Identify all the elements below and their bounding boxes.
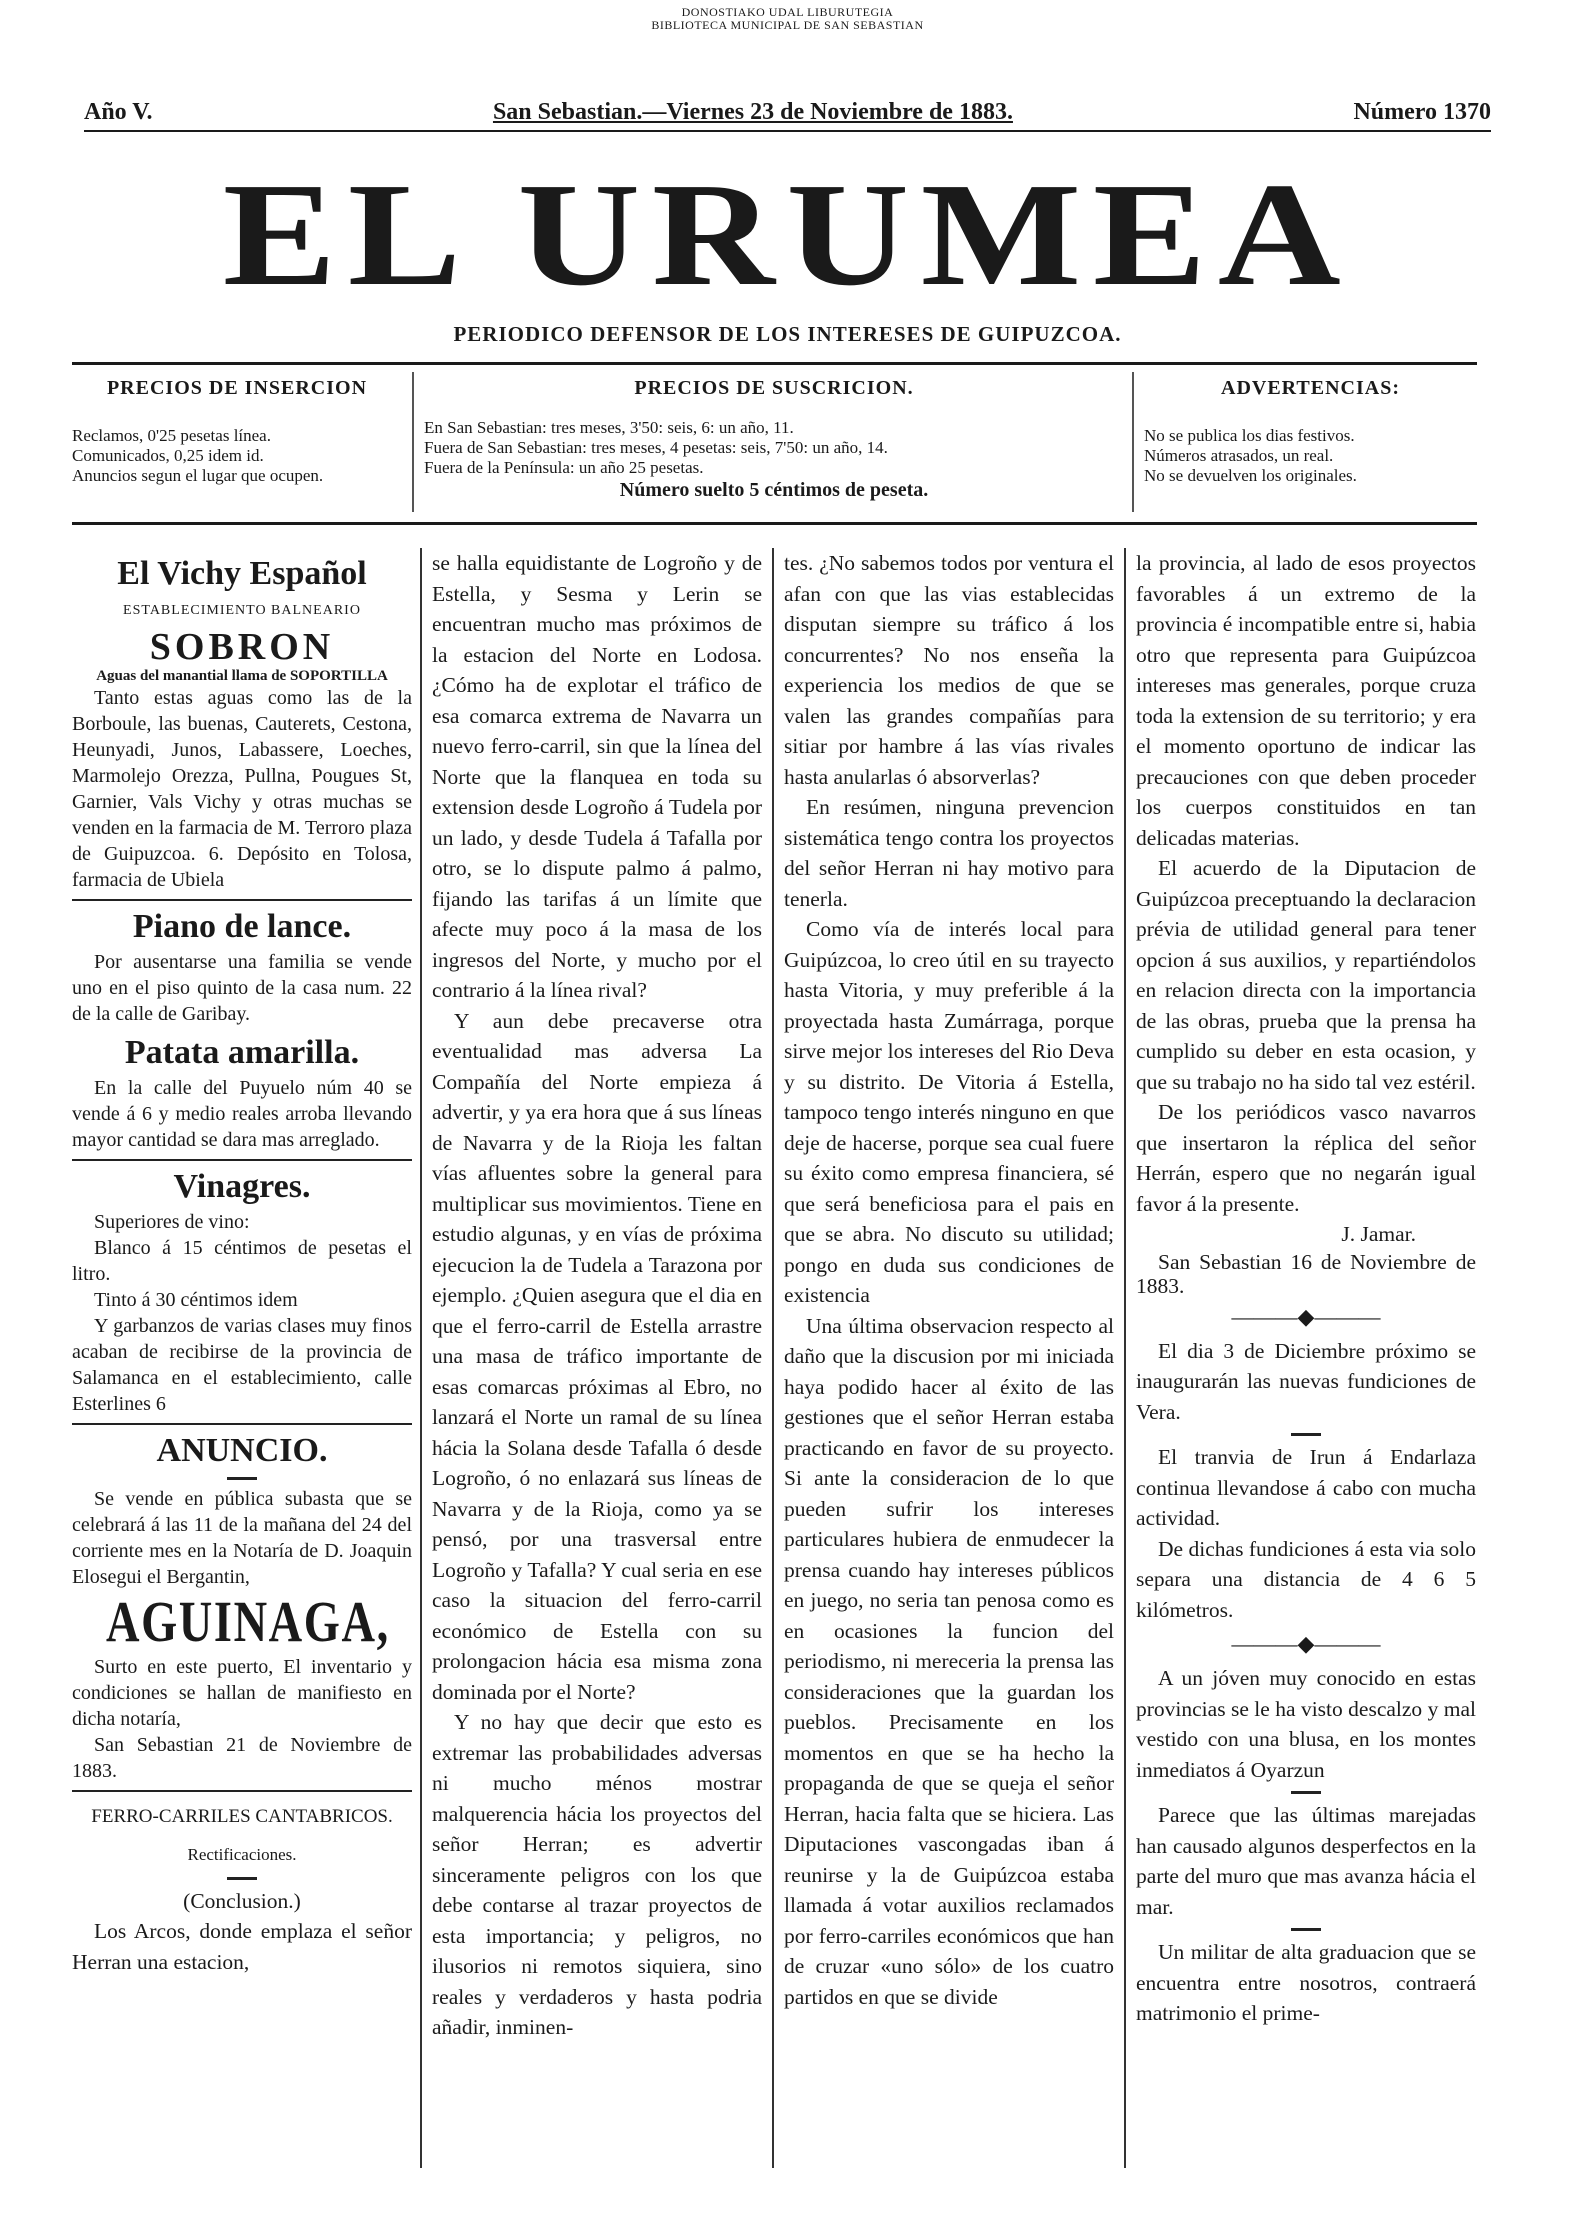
- prices-rule: [72, 522, 1477, 525]
- issue-year: Año V.: [84, 99, 153, 125]
- ferro-subtitle: Rectificaciones.: [187, 1845, 297, 1864]
- issue-number: Número 1370: [1353, 99, 1491, 125]
- anuncio-title: ANUNCIO.: [156, 1431, 328, 1469]
- prices-suscricion: [424, 368, 1124, 518]
- article-paragraph: Como vía de interés local para Guipúzcoa, lo creo útil en su trayecto hasta Vitoria, y muy preferible á la proyectada hasta Zumárraga, porque sirve mejor los intereses del Rio Deva y su distrito. De Vitoria á Estella, tampoco tengo interés ninguno en que deje de hacerse, porque sea cual fuere su éxito como empresa financiera, sé que será beneficiosa para el pais en que se abra. No discuto su utilidad; pongo en duda sus condiciones de existencia: [784, 917, 1114, 1307]
- dash-ornament: [1291, 1433, 1321, 1436]
- advertencias-line: No se publica los dias festivos.: [1144, 426, 1355, 445]
- article-signature: J. Jamar.: [1341, 1222, 1416, 1246]
- column-divider: [1124, 548, 1126, 2168]
- aguinaga-name: AGUINAGA,: [106, 1588, 390, 1654]
- advertencias-line: No se devuelven los originales.: [1144, 466, 1357, 485]
- news-item: El dia 3 de Diciembre próximo se inaugurarán las nuevas fundiciones de Vera.: [1136, 1338, 1476, 1424]
- separator-ornament: ———◆———: [1231, 1631, 1381, 1656]
- vinagres-line: Superiores de vino:: [94, 1210, 250, 1233]
- piano-title: Piano de lance.: [132, 907, 352, 945]
- dash-ornament: [1291, 1928, 1321, 1931]
- masthead-rule: [72, 362, 1477, 365]
- news-item: Un militar de alta graduacion que se encuentra entre nosotros, contraerá matrimonio el prime-: [1136, 1940, 1476, 2025]
- prices-block: [72, 368, 1477, 518]
- patata-text: En la calle del Puyuelo núm 40 se vende á 6 y medio reales arroba llevando mayor cantidad se dara mas arreglado.: [72, 1076, 412, 1151]
- insercion-heading: PRECIOS DE INSERCION: [106, 377, 368, 399]
- ad-separator: [72, 1790, 412, 1792]
- masthead-title: EL URUMEA: [222, 153, 1353, 317]
- ad-separator: [72, 899, 412, 901]
- news-item: Parece que las últimas marejadas han causado algunos desperfectos en la parte del muro que mas avanza hácia el mar.: [1136, 1803, 1476, 1919]
- aguinaga-text: Surto en este puerto, El inventario y condiciones se hallan de manifiesto en dicha notaría,: [72, 1655, 412, 1730]
- ferro-title: FERRO-CARRILES CANTABRICOS.: [91, 1805, 393, 1827]
- insercion-line: Reclamos, 0'25 pesetas línea.: [72, 426, 271, 445]
- prices-advertencias: [1144, 368, 1477, 518]
- issue-date: San Sebastian.—Viernes 23 de Noviembre de 1883.: [492, 99, 1013, 125]
- ferro-text: Los Arcos, donde emplaza el señor Herran una estacion,: [72, 1919, 412, 1974]
- suscricion-line: Fuera de San Sebastian: tres meses, 4 pesetas: seis, 7'50: un año, 14.: [424, 438, 888, 457]
- article-paragraph: la provincia, al lado de esos proyectos favorables á un extremo de la provincia é incompatible entre si, habia otro que representa para Guipúzcoa intereses mas generales, porque cruza toda la extension de su territorio; y era el momento oportuno de indicar las precauciones con que deben proceder los cuerpos constituidos en tan delicadas materias.: [1136, 551, 1476, 850]
- ad-separator: [72, 1423, 412, 1425]
- suscricion-heading: PRECIOS DE SUSCRICION.: [634, 377, 914, 399]
- dateline: [84, 96, 1491, 126]
- advertencias-line: Números atrasados, un real.: [1144, 446, 1334, 465]
- separator-ornament: ———◆———: [1231, 1303, 1381, 1329]
- insercion-line: Comunicados, 0,25 idem id.: [72, 446, 264, 465]
- ferro-conclusion: (Conclusion.): [183, 1888, 301, 1913]
- article-paragraph: El acuerdo de la Diputacion de Guipúzcoa preceptuando la declaracion prévia de utilidad general para tener opcion á sus auxilios, y repartiéndolos en relacion directa con la importancia de las obras, prueba que la prensa ha cumplido su deber en esta ocasion, y que su trabajo no ha sido tal vez estéril.: [1136, 856, 1476, 1094]
- aguinaga-date: San Sebastian 21 de Noviembre de 1883.: [72, 1733, 412, 1782]
- archive-line-1: DONOSTIAKO UDAL LIBURUTEGIA: [681, 5, 894, 19]
- dash-ornament: [227, 1877, 257, 1880]
- prices-divider: [1132, 372, 1134, 512]
- prices-divider: [412, 372, 414, 512]
- suscricion-single-issue: Número suelto 5 céntimos de peseta.: [619, 479, 929, 501]
- column-article-2: [432, 548, 762, 2043]
- archive-header: [0, 6, 1575, 32]
- article-paragraph: se halla equidistante de Logroño y de Estella, y Sesma y Lerin se encuentran mucho mas próximos de la estacion del Norte en Lodosa. ¿Cómo ha de explotar el tráfico de esa comarca extrema de Navarra un nuevo ferro-carril, sin que la línea del Norte que la flanquea en toda su extension desde Logroño á Tudela por un lado, y desde Tudela á Tafalla por otro, se lo dispute palmo á palmo, fijando las tarifas á un límite que afecte muy poco á la masa de los ingresos del Norte, y mucho por el contrario á la línea rival?: [432, 551, 762, 1002]
- article-paragraph: En resúmen, ninguna prevencion sistemática tengo contra los proyectos del señor Herran ni hay motivo para tenerla.: [784, 795, 1114, 911]
- vichy-brand: SOBRON: [149, 625, 335, 668]
- article-paragraph: De los periódicos vasco navarros que insertaron la réplica del señor Herrán, espero que no negarán igual favor á la presente.: [1136, 1100, 1476, 1216]
- insercion-line: Anuncios segun el lugar que ocupen.: [72, 466, 324, 485]
- masthead-subtitle: PERIODICO DEFENSOR DE LOS INTERESES DE GUIPUZCOA.: [453, 322, 1122, 346]
- column-divider: [420, 548, 422, 2168]
- article-paragraph: Y no hay que decir que esto es extremar las probabilidades adversas ni mucho ménos mostrar malquerencia hácia los proyectos del señor Herran; es advertir sinceramente peligros con los que debe contarse al trazar proyectos de esta importancia; y peligros, no ilusorios ni remotos siquiera, sino reales y verdaderos y hasta podria añadir, inminen-: [432, 1710, 762, 2039]
- article-date: San Sebastian 16 de Noviembre de 1883.: [1136, 1249, 1476, 1298]
- suscricion-line: Fuera de la Península: un año 25 pesetas.: [424, 458, 704, 477]
- news-item: A un jóven muy conocido en estas provincias se le ha visto descalzo y mal vestido con una blusa, en los montes inmediatos á Oyarzun: [1136, 1666, 1476, 1782]
- ad-separator: [72, 1159, 412, 1161]
- dash-ornament: [227, 1477, 257, 1480]
- suscricion-line: En San Sebastian: tres meses, 3'50: seis, 6: un año, 11.: [424, 418, 794, 437]
- article-paragraph: Una última observacion respecto al daño que la discusion por mi iniciada haya podido hacer al éxito de las gestiones que el señor Herran estaba practicando en favor de su proyecto. Si ante la consideracion de lo que pueden sufrir los intereses particulares hubiera de enmudecer la prensa cuando hay intereses públicos en juego, no seria tan penosa como es en ocasiones la funcion del periodismo, ni mereceria la prensa las consideraciones que la guardan los pueblos. Precisamente en los momentos en que se ha hecho la propaganda de que se queja el señor Herran, hacia falta que se hiciera. Las Diputaciones vascongadas iban á reunirse y la de Guipúzcoa estaba llamada á votar auxilios reclamados por ferro-carriles económicos que han de cruzar «uno sólo» de los cuatro partidos en que se divide: [784, 1313, 1114, 2009]
- article-paragraph: Y aun debe precaverse otra eventualidad mas adversa La Compañía del Norte empieza á advertir, y ya era hora que á sus líneas de Navarra y de la Rioja les faltan vías afluentes sobre la general para multiplicar sus movimientos. Tiene en estudio algunas, y en vías de próxima ejecucion la de Tudela a Tarazona por ejemplo. ¿Quien asegura que el dia en que el ferro-carril de Estella arrastre una masa de tráfico importante de esas comarcas próximas al Ebro, no lanzará el Norte un ramal de su línea hácia la Solana desde Tafalla ó desde Logroño, ó no enlazará sus líneas de Navarra y de la Rioja, como ya se pensó, por una trasversal entre Logroño y Tafalla? Y cual seria en ese caso la situacion del ferro-carril económico de Estella con su prolongacion hácia esa misma zona dominada por el Norte?: [432, 1008, 762, 1704]
- vinagres-title: Vinagres.: [173, 1167, 311, 1205]
- advertencias-heading: ADVERTENCIAS:: [1221, 377, 1400, 399]
- vinagres-line: Blanco á 15 céntimos de pesetas el litro.: [72, 1236, 412, 1285]
- dateline-rule: [84, 130, 1491, 132]
- vinagres-line: Y garbanzos de varias clases muy finos acaban de recibirse de la provincia de Salamanca en el establecimiento, calle Esterlines 6: [72, 1314, 412, 1415]
- vichy-tagline: Aguas del manantial llama de SOPORTILLA: [96, 667, 388, 684]
- anuncio-text: Se vende en pública subasta que se celebrará á las 11 de la mañana del 24 del corriente mes en la Notaría de D. Joaquin Elosegui el Bergantin,: [72, 1487, 412, 1588]
- vichy-subtitle: ESTABLECIMIENTO BALNEARIO: [123, 603, 361, 618]
- column-ads: [72, 548, 412, 1977]
- archive-line-2: BIBLIOTECA MUNICIPAL DE SAN SEBASTIAN: [651, 18, 924, 32]
- vichy-text: Tanto estas aguas como las de la Borboule, las buenas, Cauterets, Cestona, Heunyadi, Junos, Labassere, Loeches, Marmolejo Orezza, Pullna, Pougues St, Garnier, Vals Vichy y otras muchas se venden en la farmacia de M. Terroro plaza de Guipuzcoa. 6. Depósito en Tolosa, farmacia de Ubiela: [72, 686, 412, 891]
- dash-ornament: [1291, 1791, 1321, 1794]
- news-item: El tranvia de Irun á Endarlaza continua llevandose á cabo con mucha actividad.: [1136, 1445, 1476, 1530]
- column-divider: [772, 548, 774, 2168]
- patata-title: Patata amarilla.: [124, 1033, 360, 1071]
- column-article-3: [784, 548, 1114, 2012]
- column-news: [1136, 548, 1476, 2029]
- article-paragraph: tes. ¿No sabemos todos por ventura el afan con que las vias establecidas disputan siempre su tráfico á los concurrentes? No nos enseña la experiencia los medios de que se valen las grandes compañías para sitiar por hambre á las vías rivales hasta anularlas ó absorverlas?: [784, 551, 1114, 789]
- vinagres-line: Tinto á 30 céntimos idem: [94, 1288, 298, 1311]
- vichy-title: El Vichy Español: [117, 555, 367, 592]
- news-item: De dichas fundiciones á esta via solo separa una distancia de 4 6 5 kilómetros.: [1136, 1536, 1476, 1622]
- piano-text: Por ausentarse una familia se vende uno en el piso quinto de la casa num. 22 de la calle de Garibay.: [72, 950, 412, 1025]
- prices-insercion: [72, 368, 402, 518]
